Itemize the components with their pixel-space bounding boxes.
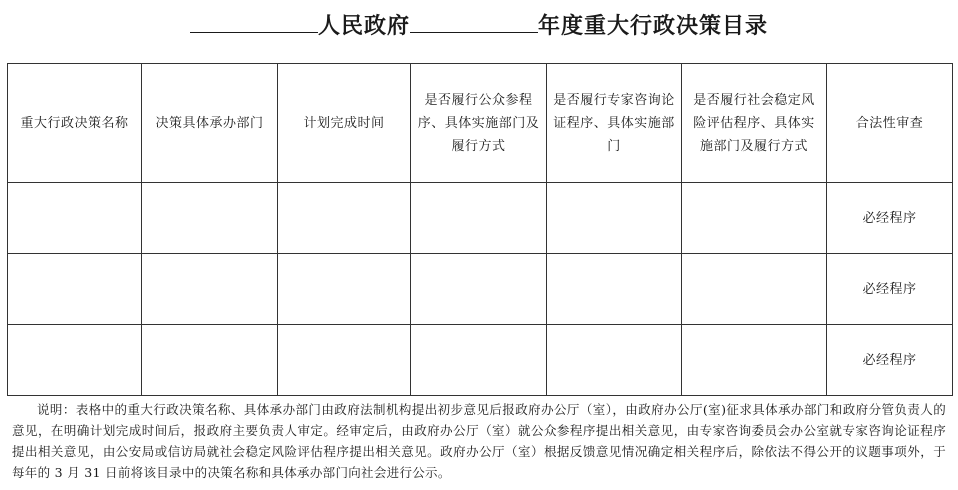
table-cell[interactable] (142, 254, 278, 325)
decision-catalog-table (7, 63, 953, 396)
header-risk-assessment: 是否履行社会稳定风险评估程序、具体实施部门及履行方式 (682, 64, 827, 183)
table-row (8, 325, 953, 396)
table-cell[interactable] (547, 325, 682, 396)
table-cell[interactable] (411, 183, 547, 254)
title-part-2: 年度重大行政决策目录 (538, 14, 769, 39)
document-title (0, 10, 958, 42)
table-cell[interactable] (682, 325, 827, 396)
table-header-row (8, 64, 953, 183)
table-cell[interactable] (547, 183, 682, 254)
table-cell[interactable] (682, 254, 827, 325)
table-cell[interactable] (411, 325, 547, 396)
header-responsible-department: 决策具体承办部门 (142, 64, 278, 183)
title-blank-2[interactable] (410, 10, 538, 33)
legality-review-cell: 必经程序 (827, 254, 953, 325)
explanation-note: 说明：表格中的重大行政决策名称、具体承办部门由政府法制机构提出初步意见后报政府办公厅（室），由政府办公厅(室)征求具体承办部门和政府分管负责人的意见，在明确计划完成时间后，报政府主要负责人审定。经审定后，由政府办公厅（室）就公众参程序提出相关意见，由专家咨询委员会办公室就专家咨询论证程序提出相关意见，由公安局或信访局就社会稳定风险评估程序提出相关意见。政府办公厅（室）根据反馈意见情况确定相关程序后，除依法不得公开的议题事项外，于每年的 3 月 31 日前将该目录中的决策名称和具体承办部门向社会进行公示。 (12, 402, 946, 480)
header-expert-consultation: 是否履行专家咨询论证程序、具体实施部门 (547, 64, 682, 183)
legality-review-cell: 必经程序 (827, 325, 953, 396)
table-cell[interactable] (142, 183, 278, 254)
table-cell[interactable] (8, 325, 142, 396)
header-public-participation: 是否履行公众参程序、具体实施部门及履行方式 (411, 64, 547, 183)
table-cell[interactable] (278, 254, 411, 325)
table-cell[interactable] (8, 254, 142, 325)
legality-review-cell: 必经程序 (827, 183, 953, 254)
header-decision-name: 重大行政决策名称 (8, 64, 142, 183)
table-cell[interactable] (278, 183, 411, 254)
header-planned-completion-time: 计划完成时间 (278, 64, 411, 183)
header-legality-review: 合法性审查 (827, 64, 953, 183)
table-cell[interactable] (411, 254, 547, 325)
table-cell[interactable] (8, 183, 142, 254)
title-blank-1[interactable] (190, 10, 318, 33)
table-row (8, 183, 953, 254)
title-part-1: 人民政府 (317, 14, 410, 39)
table-cell[interactable] (142, 325, 278, 396)
table-cell[interactable] (278, 325, 411, 396)
table-cell[interactable] (682, 183, 827, 254)
table-row (8, 254, 953, 325)
table-cell[interactable] (547, 254, 682, 325)
